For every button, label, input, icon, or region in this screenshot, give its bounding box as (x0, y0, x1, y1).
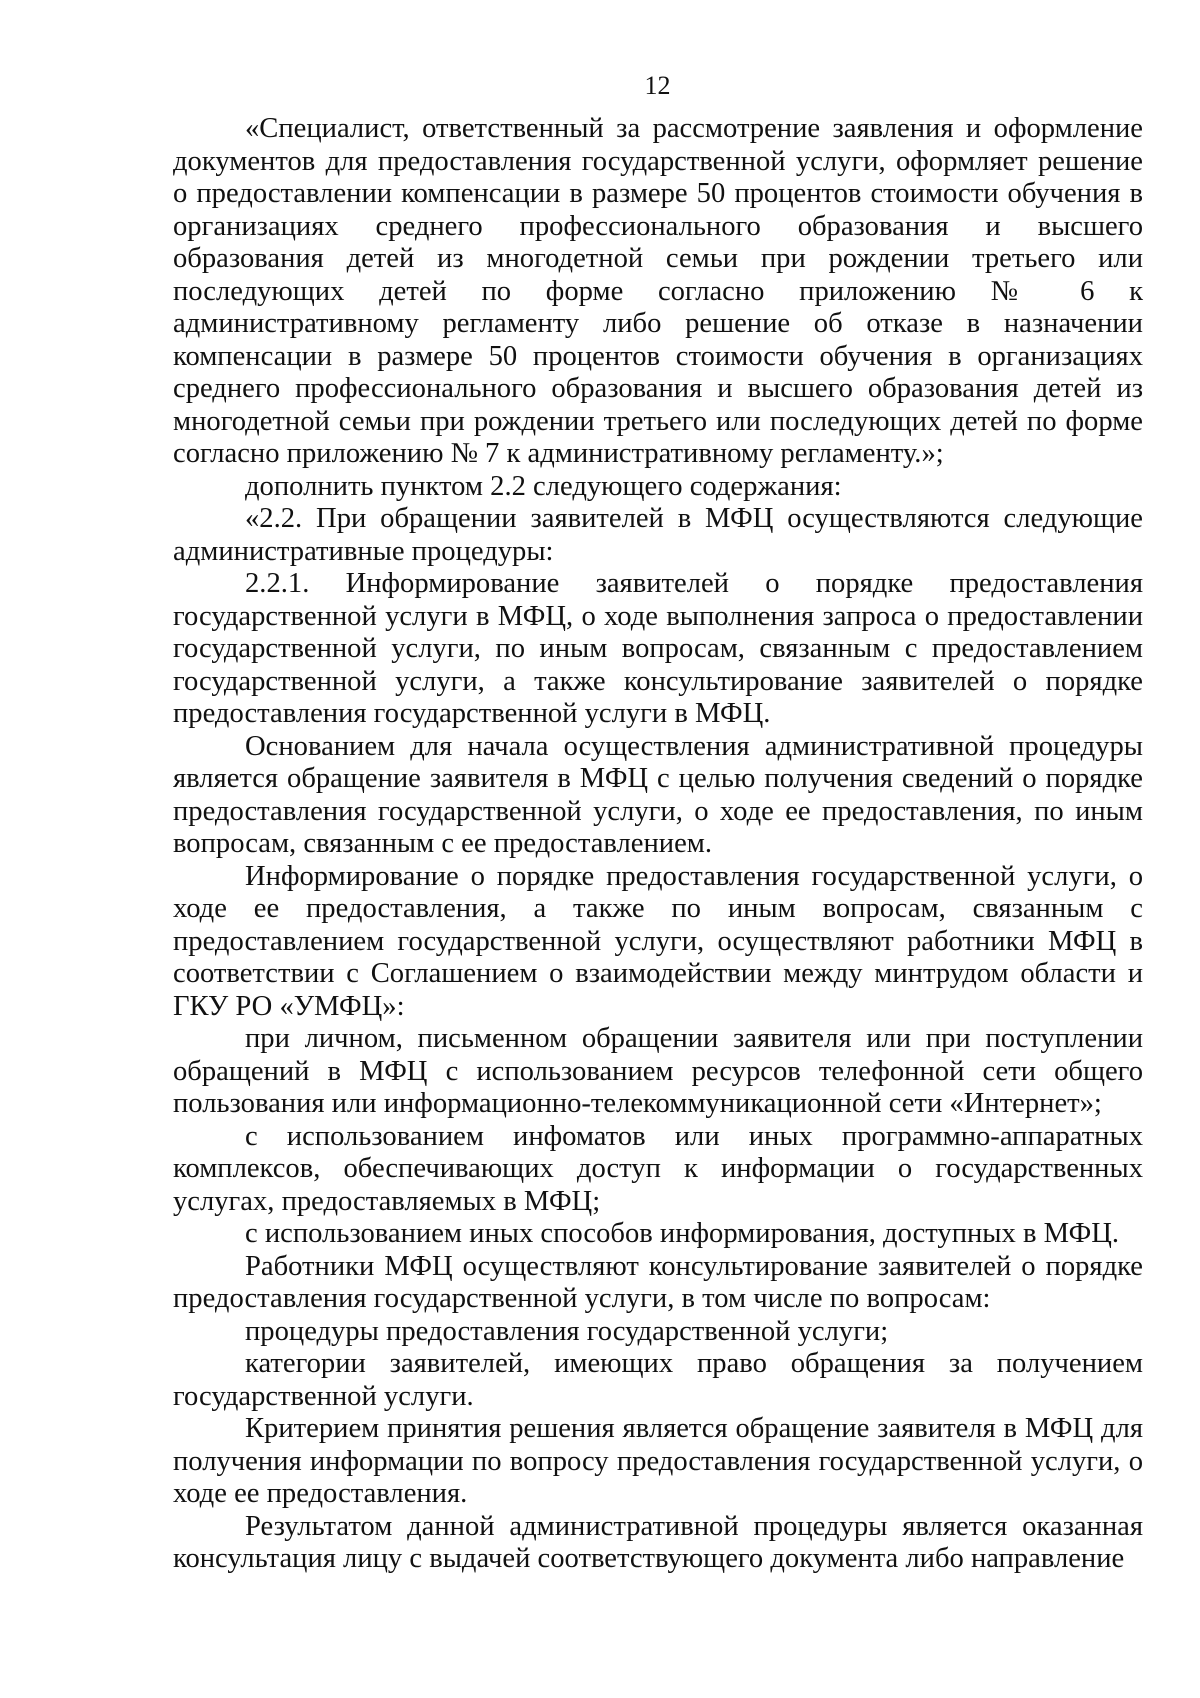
paragraph-add-clause: дополнить пунктом 2.2 следующего содержания: (245, 470, 842, 502)
paragraph-other-methods: с использованием иных способов информирования, доступных в МФЦ. (245, 1218, 1120, 1249)
document-body (173, 113, 1143, 1576)
paragraph-infomats: с использованием инфоматов или иных программно-аппаратных комплексов, обеспечивающих доступ к информации о государственных услугах, предоставляемых в МФЦ; (173, 1120, 1143, 1217)
paragraph-categories: категории заявителей, имеющих право обращения за получением государственной услуги. (173, 1348, 1143, 1412)
paragraph-informing: Информирование о порядке предоставления государственной услуги, о ходе ее предоставления, а также по иным вопросам, связанным с предоставлением государственной услуги, осуществляют работники МФЦ в соответствии с Соглашением о взаимодействии между минтрудом области и ГКУ РО «УМФЦ»: (173, 860, 1143, 1022)
paragraph-procedures: процедуры предоставления государственной услуги; (245, 1315, 889, 1347)
paragraph-criterion: Критерием принятия решения является обращение заявителя в МФЦ для получения информации по вопросу предоставления государственной услуги, о ходе ее предоставления. (173, 1413, 1143, 1509)
paragraph-clause-2-2: «2.2. При обращении заявителей в МФЦ осуществляются следующие административные процедуры: (173, 503, 1143, 567)
paragraph-basis: Основанием для начала осуществления административной процедуры является обращение заявителя в МФЦ с целью получения сведений о порядке предоставления государственной услуги, о ходе ее предоставления, по иным вопросам, связанным с ее предоставлением. (173, 730, 1143, 859)
paragraph-result: Результатом данной административной процедуры является оказанная консультация лицу с выдачей соответствующего документа либо направление (173, 1510, 1143, 1574)
paragraph-clause-2-2-1: 2.2.1. Информирование заявителей о порядке предоставления государственной услуги в МФЦ, о ходе выполнения запроса о предоставлении государственной услуги, по иным вопросам, связанным с предоставлением государственной услуги, а также консультирование заявителей о порядке предоставления государственной услуги в МФЦ. (173, 568, 1143, 729)
page-number: 12 (644, 71, 671, 100)
paragraph-specialist-decision: «Специалист, ответственный за рассмотрение заявления и оформление документов для предоставления государственной услуги, оформляет решение о предоставлении компенсации в размере 50 процентов стоимости обучения в организациях среднего профессионального образования и высшего образования детей из многодетной семьи при рождении третьего или последующих детей по форме согласно приложению № 6 к административному регламенту либо решение об отказе в назначении компенсации в размере 50 процентов стоимости обучения в организациях среднего профессионального образования и высшего образования детей из многодетной семьи при рождении третьего или последующих детей по форме согласно приложению № 7 к административному регламенту.»; (173, 113, 1143, 469)
paragraph-consulting: Работники МФЦ осуществляют консультирование заявителей о порядке предоставления государственной услуги, в том числе по вопросам: (173, 1250, 1143, 1314)
paragraph-personal-appeal: при личном, письменном обращении заявителя или при поступлении обращений в МФЦ с использованием ресурсов телефонной сети общего пользования или информационно-телекоммуникационной сети «Интернет»; (173, 1023, 1143, 1119)
